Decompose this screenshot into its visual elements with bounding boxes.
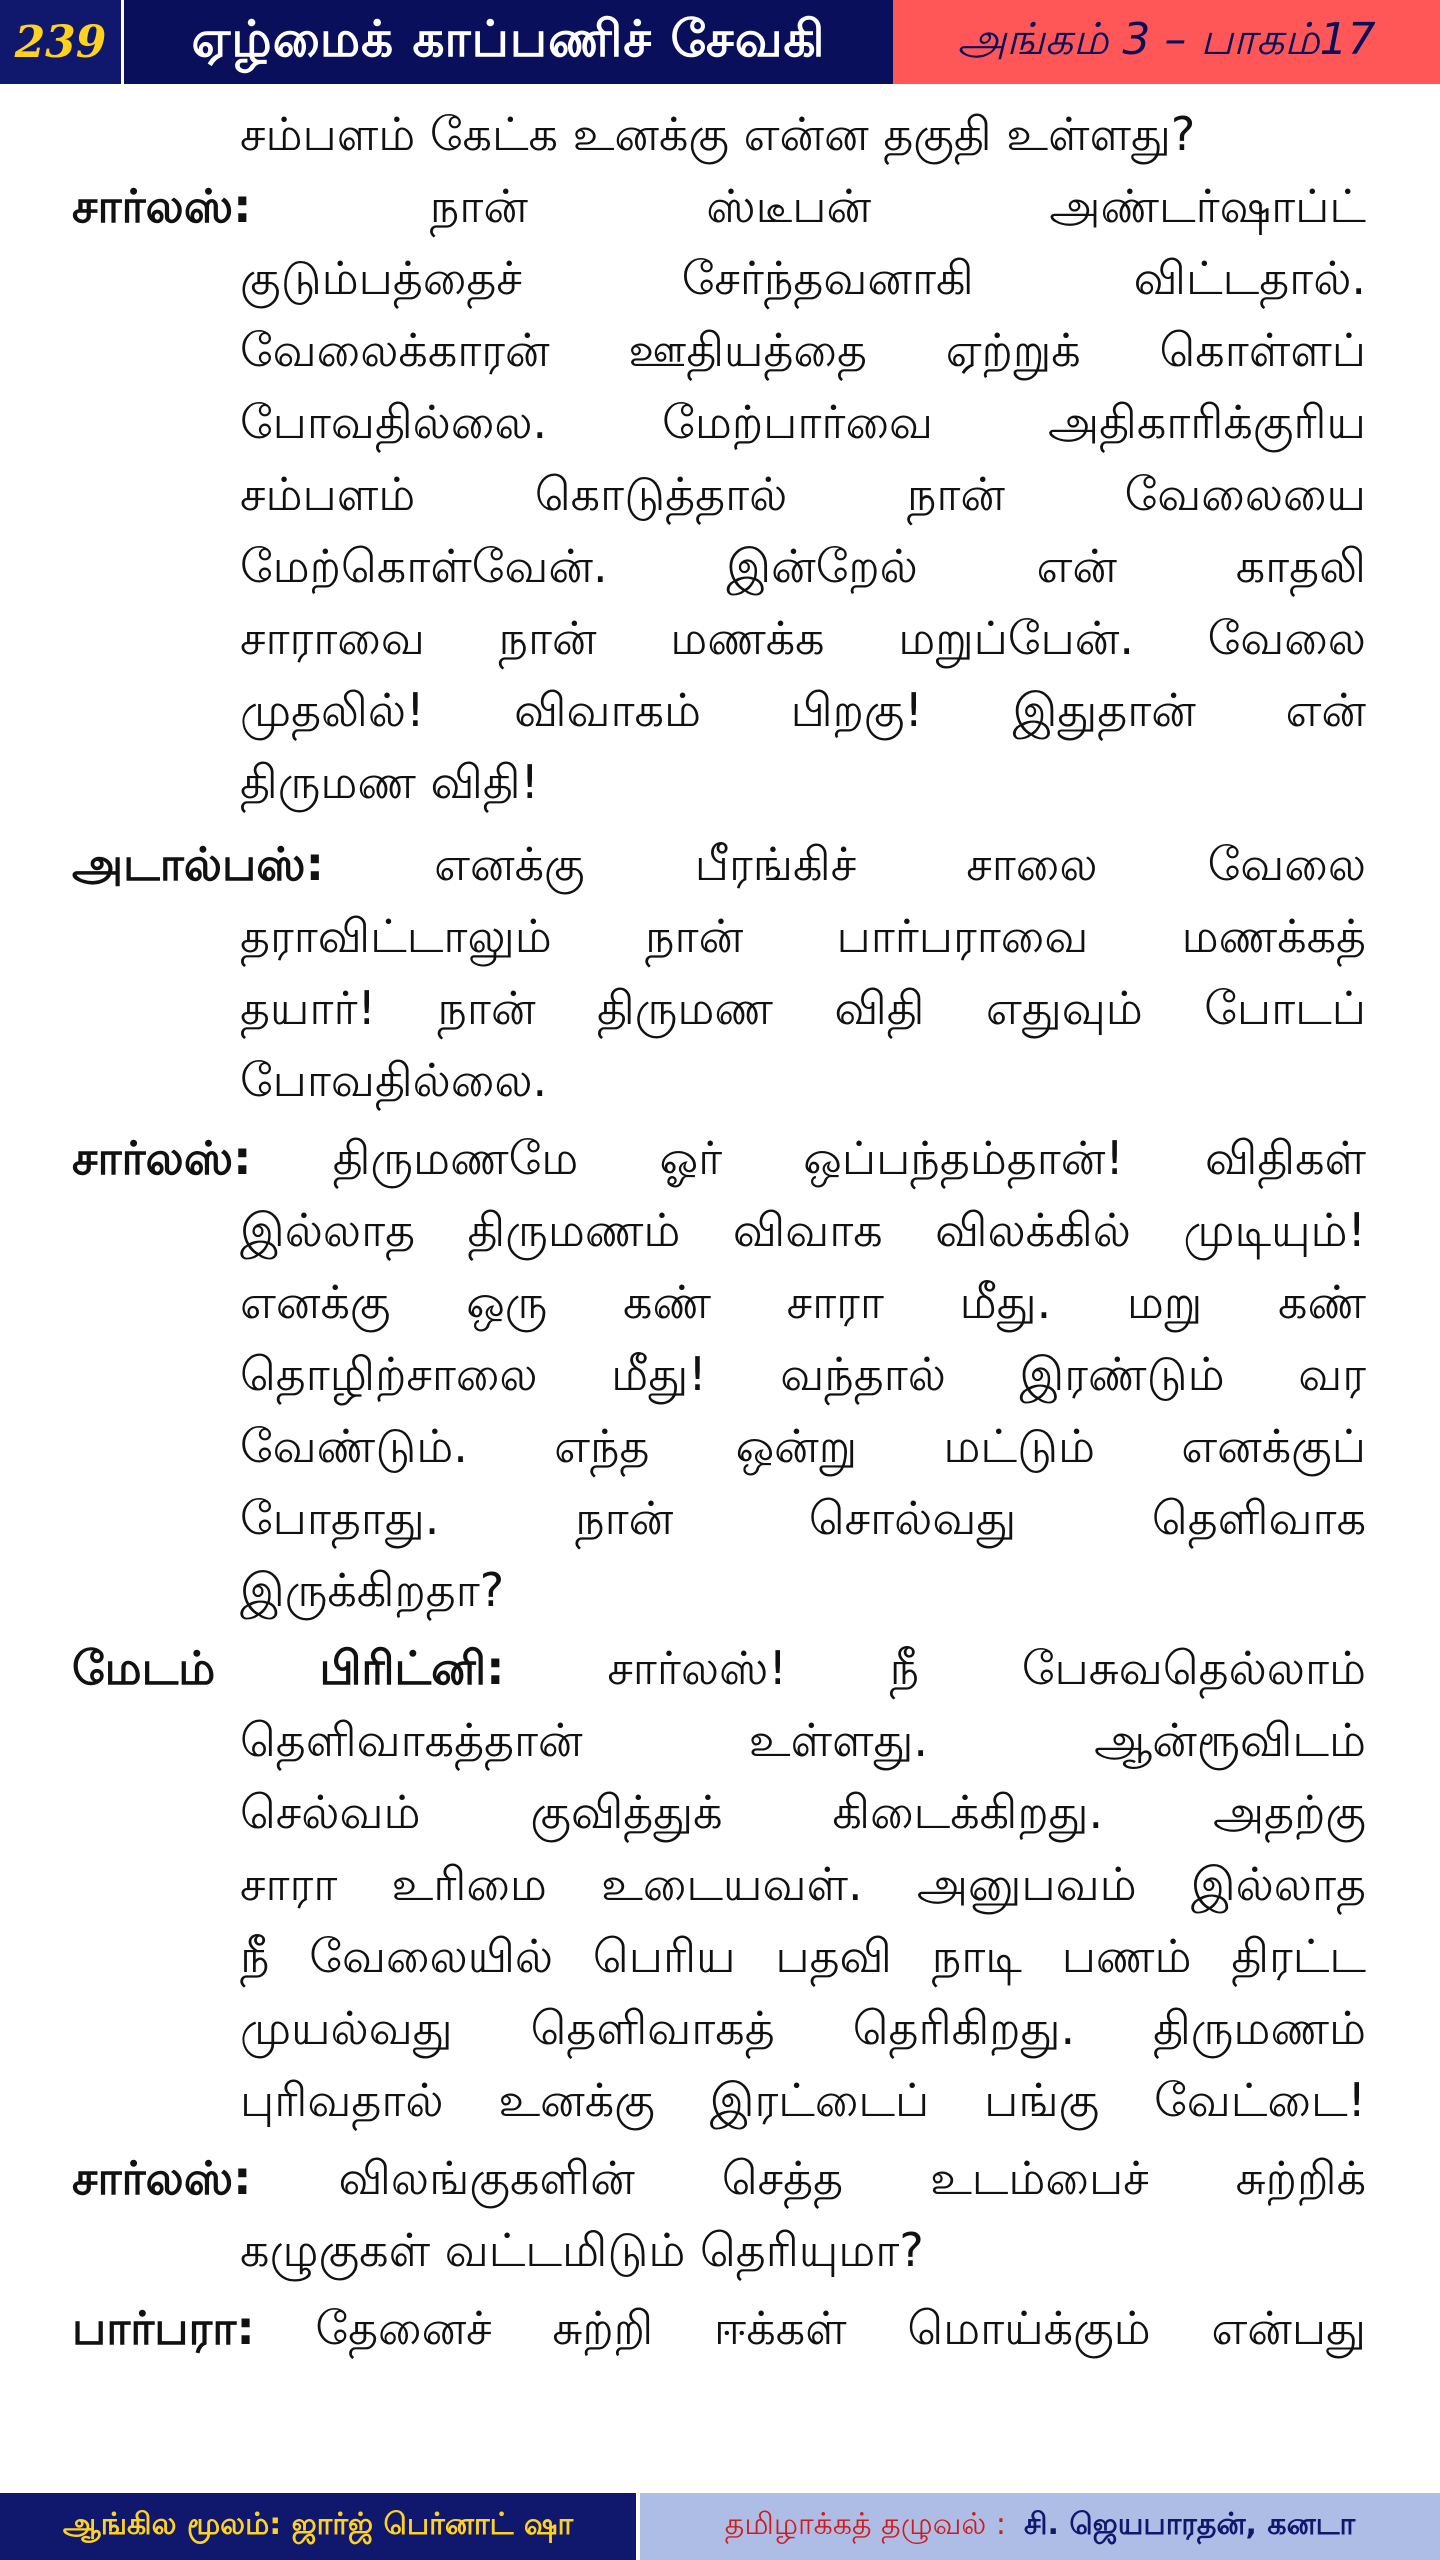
speaker-name: அடால்பஸ்: [72, 837, 324, 891]
dialogue-line [72, 1122, 1366, 1194]
dialogue-line: நீ வேலையில் பெரிய பதவி நாடி பணம் திரட்ட [240, 1929, 1366, 1983]
page-footer [0, 2493, 1440, 2560]
dialogue-line: போவதில்லை. [240, 1053, 548, 1107]
dialogue-line: தொழிற்சாலை மீது! வந்தால் இரண்டும் வர [240, 1347, 1366, 1401]
dialogue-text: சார்லஸ்! நீ பேசுவதெல்லாம் [607, 1641, 1366, 1695]
dialogue-line [72, 828, 1366, 900]
dialogue-line [72, 170, 1366, 242]
dialogue-line: தயார்! நான் திருமண விதி எதுவும் போடப் [240, 981, 1366, 1035]
dialogue-line: தராவிட்டாலும் நான் பார்பராவை மணக்கத் [240, 909, 1366, 963]
dialogue-text: நான் ஸ்டீபன் அண்டர்ஷாப்ட் [429, 179, 1366, 233]
dialogue-line: இல்லாத திருமணம் விவாக விலக்கில் முடியும்! [240, 1203, 1366, 1257]
dialogue-line: முயல்வது தெளிவாகத் தெரிகிறது. திருமணம் [240, 2001, 1366, 2055]
dialogue-line: சம்பளம் கொடுத்தால் நான் வேலையை [240, 467, 1366, 521]
dialogue-line [72, 2292, 1366, 2364]
dialogue-line: சம்பளம் கேட்க உனக்கு என்ன தகுதி உள்ளது? [240, 107, 1196, 161]
dialogue-line: கழுகுகள் வட்டமிடும் தெரியுமா? [240, 2223, 924, 2277]
dialogue-line: தெளிவாகத்தான் உள்ளது. ஆன்ரூவிடம் [240, 1713, 1366, 1767]
dialogue-line: வேண்டும். எந்த ஒன்று மட்டும் எனக்குப் [240, 1419, 1366, 1473]
dialogue-line: மேற்கொள்வேன். இன்றேல் என் காதலி [240, 539, 1366, 593]
dialogue-text: எனக்கு பீரங்கிச் சாலை வேலை [434, 837, 1366, 891]
dialogue-line: திருமண விதி! [240, 755, 539, 809]
dialogue-line [72, 2142, 1366, 2214]
dialogue-line: புரிவதால் உனக்கு இரட்டைப் பங்கு வேட்டை! [240, 2073, 1366, 2127]
speaker-name: சார்லஸ்: [72, 1131, 252, 1185]
page-header [0, 0, 1440, 84]
act-part-label: அங்கம் 3 – பாகம்17 [893, 0, 1440, 84]
dialogue-line: குடும்பத்தைச் சேர்ந்தவனாகி விட்டதால். [240, 251, 1366, 305]
dialogue-line: முதலில்! விவாகம் பிறகு! இதுதான் என் [240, 683, 1366, 737]
source-credit: ஆங்கில மூலம்: ஜார்ஜ் பெர்னாட் ஷா [0, 2493, 636, 2560]
speaker-name: சார்லஸ்: [72, 179, 252, 233]
speaker-name: சார்லஸ்: [72, 2151, 252, 2205]
dialogue-line: இருக்கிறதா? [240, 1563, 505, 1617]
dialogue-line: செல்வம் குவித்துக் கிடைக்கிறது. அதற்கு [240, 1785, 1366, 1839]
dialogue-line [72, 1632, 1366, 1704]
dialogue-text: விலங்குகளின் செத்த உடம்பைச் சுற்றிக் [338, 2151, 1366, 2205]
dialogue-line: போவதில்லை. மேற்பார்வை அதிகாரிக்குரிய [240, 395, 1366, 449]
dialogue-line: வேலைக்காரன் ஊதியத்தை ஏற்றுக் கொள்ளப் [240, 323, 1366, 377]
translation-label: தமிழாக்கத் தழுவல் : [724, 2507, 1006, 2542]
page-number: 239 [0, 0, 124, 84]
dialogue-text: தேனைச் சுற்றி ஈக்கள் மொய்க்கும் என்பது [315, 2301, 1366, 2355]
translator-name: சி. ஜெயபாரதன், கனடா [1023, 2507, 1356, 2542]
translation-credit [636, 2493, 1440, 2560]
dialogue-line: சாராவை நான் மணக்க மறுப்பேன். வேலை [240, 611, 1366, 665]
dialogue-line: எனக்கு ஒரு கண் சாரா மீது. மறு கண் [240, 1275, 1366, 1329]
dialogue-line: போதாது. நான் சொல்வது தெளிவாக [240, 1491, 1366, 1545]
book-title: ஏழ்மைக் காப்பணிச் சேவகி [124, 0, 893, 84]
speaker-name: பார்பரா: [72, 2301, 255, 2355]
dialogue-line: சாரா உரிமை உடையவள். அனுபவம் இல்லாத [240, 1857, 1366, 1911]
dialogue-text: திருமணமே ஓர் ஒப்பந்தம்தான்! விதிகள் [332, 1131, 1366, 1185]
speaker-name: மேடம் பிரிட்னி: [72, 1641, 505, 1695]
